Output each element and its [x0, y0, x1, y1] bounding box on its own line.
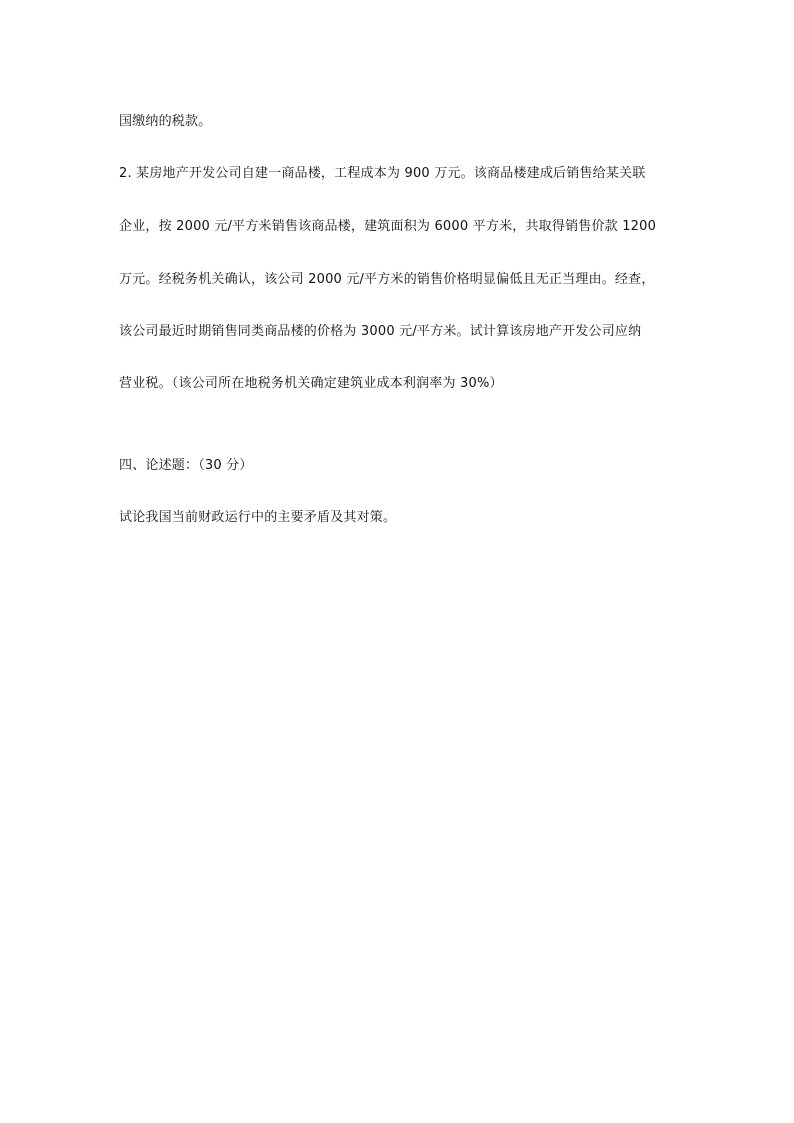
- essay-question: 试论我国当前财政运行中的主要矛盾及其对策。: [119, 510, 397, 525]
- question-2-line-4: 该公司最近时期销售同类商品楼的价格为 3000 元/平方米。试计算该房地产开发公司应纳: [119, 324, 642, 339]
- question-2-line-3: 万元。经税务机关确认，该公司 2000 元/平方米的销售价格明显偏低且无正当理由。经查，: [119, 272, 655, 287]
- question-2-line-1: 2. 某房地产开发公司自建一商品楼，工程成本为 900 万元。该商品楼建成后销售给某关联: [119, 166, 646, 181]
- section-4-heading: 四、论述题：（30 分）: [119, 458, 253, 473]
- question-2-line-2: 企业，按 2000 元/平方米销售该商品楼，建筑面积为 6000 平方米，共取得销售价款 1200: [119, 219, 657, 234]
- question-2-line-5: 营业税。（该公司所在地税务机关确定建筑业成本利润率为 30%）: [119, 376, 503, 391]
- paragraph-tail: 国缴纳的税款。: [119, 114, 212, 129]
